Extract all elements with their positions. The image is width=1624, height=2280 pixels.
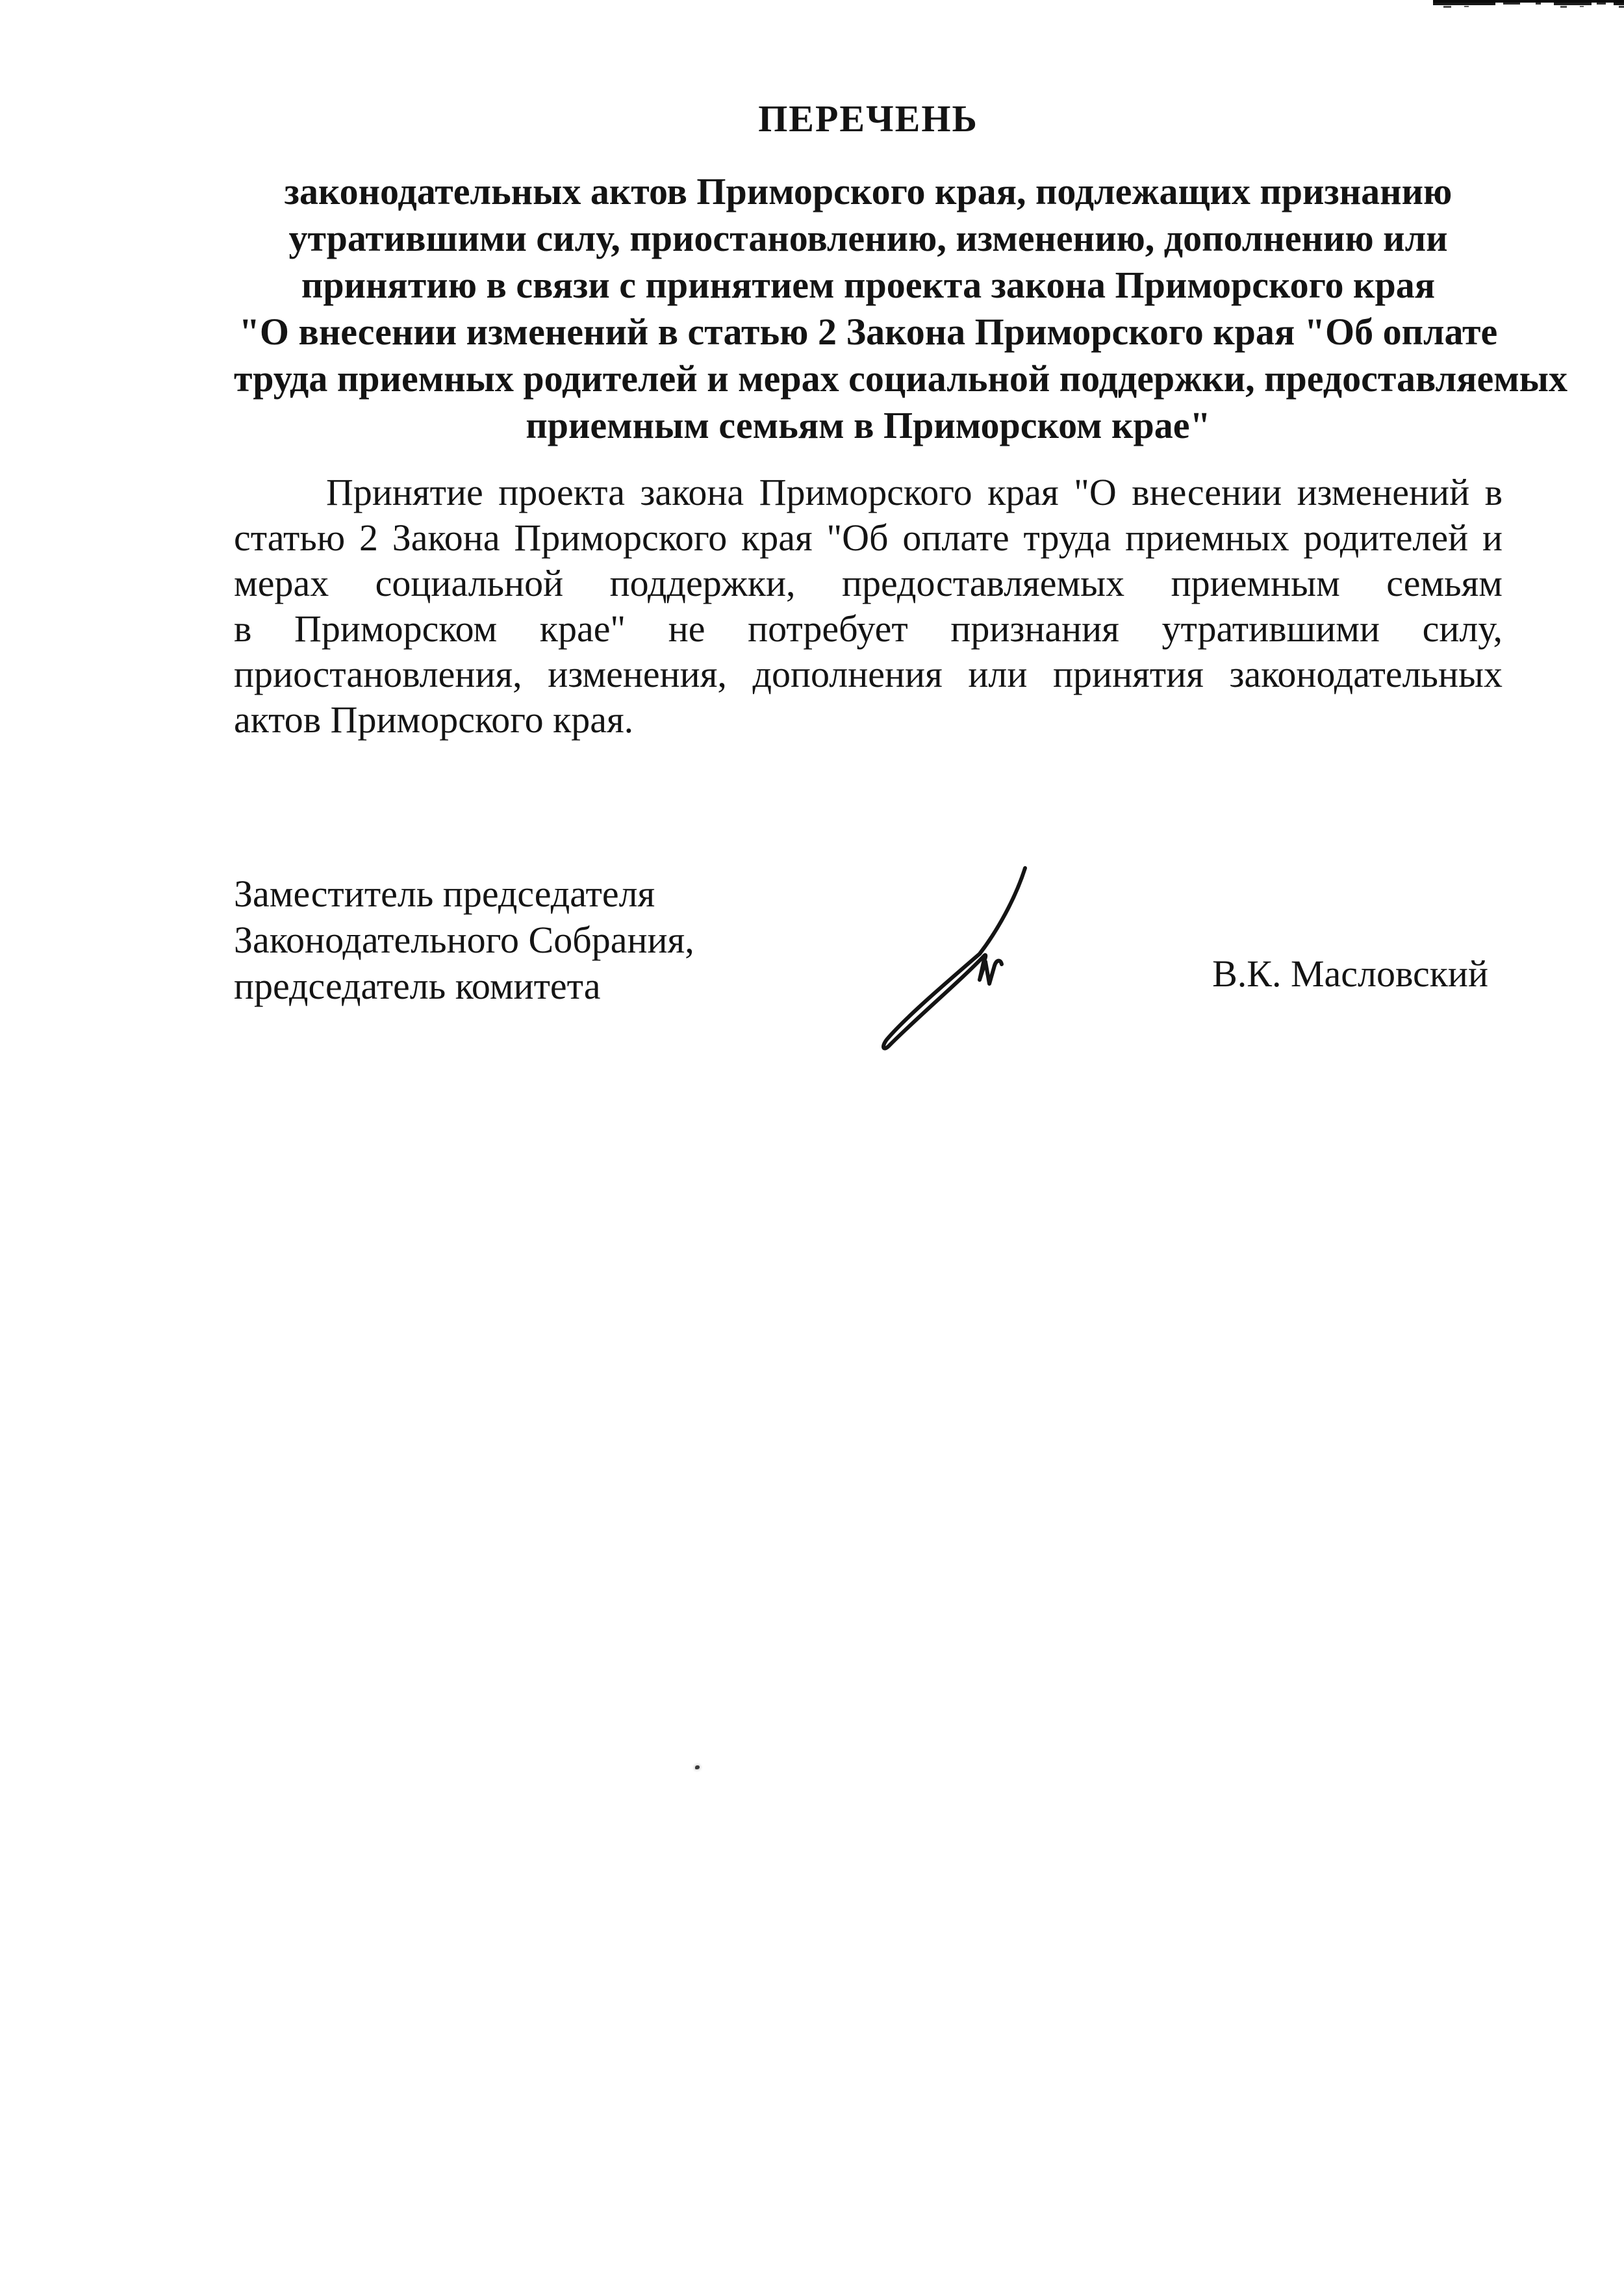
signoff-line: председатель комитета xyxy=(234,965,601,1007)
body-paragraph xyxy=(234,470,1503,743)
body-line: приостановления, изменения, дополнения или принятия законодательных xyxy=(234,653,1503,695)
subtitle-line: законодательных актов Приморского края, подлежащих признанию xyxy=(284,170,1453,212)
body-line: мерах социальной поддержки, предоставляемых приемным семьям xyxy=(234,562,1503,604)
body-line: статью 2 Закона Приморского края "Об оплате труда приемных родителей и xyxy=(234,517,1503,559)
subtitle-line: труда приемных родителей и мерах социальной поддержки, предоставляемых xyxy=(234,357,1568,400)
scan-artifact-icon xyxy=(1427,0,1624,16)
signoff-line: Законодательного Собрания, xyxy=(234,919,694,961)
signoff-line: Заместитель председателя xyxy=(234,873,655,915)
document-subtitle xyxy=(234,168,1568,449)
body-line: Принятие проекта закона Приморского края "О внесении изменений в xyxy=(326,471,1503,513)
scan-speck xyxy=(695,1765,700,1769)
subtitle-line: принятию в связи с принятием проекта закона Приморского края xyxy=(301,264,1436,306)
page-title: ПЕРЕЧЕНЬ xyxy=(758,97,978,140)
body-line: актов Приморского края. xyxy=(234,698,634,741)
subtitle-line: утратившими силу, приостановлению, изменению, дополнению или xyxy=(288,217,1448,259)
subtitle-line: приемным семьям в Приморском крае" xyxy=(526,404,1211,446)
subtitle-line: "О внесении изменений в статью 2 Закона Приморского края "Об оплате xyxy=(238,311,1498,353)
signatory-name: В.К. Масловский xyxy=(1212,953,1488,995)
body-line: в Приморском крае" не потребует признания утратившими силу, xyxy=(234,608,1503,650)
